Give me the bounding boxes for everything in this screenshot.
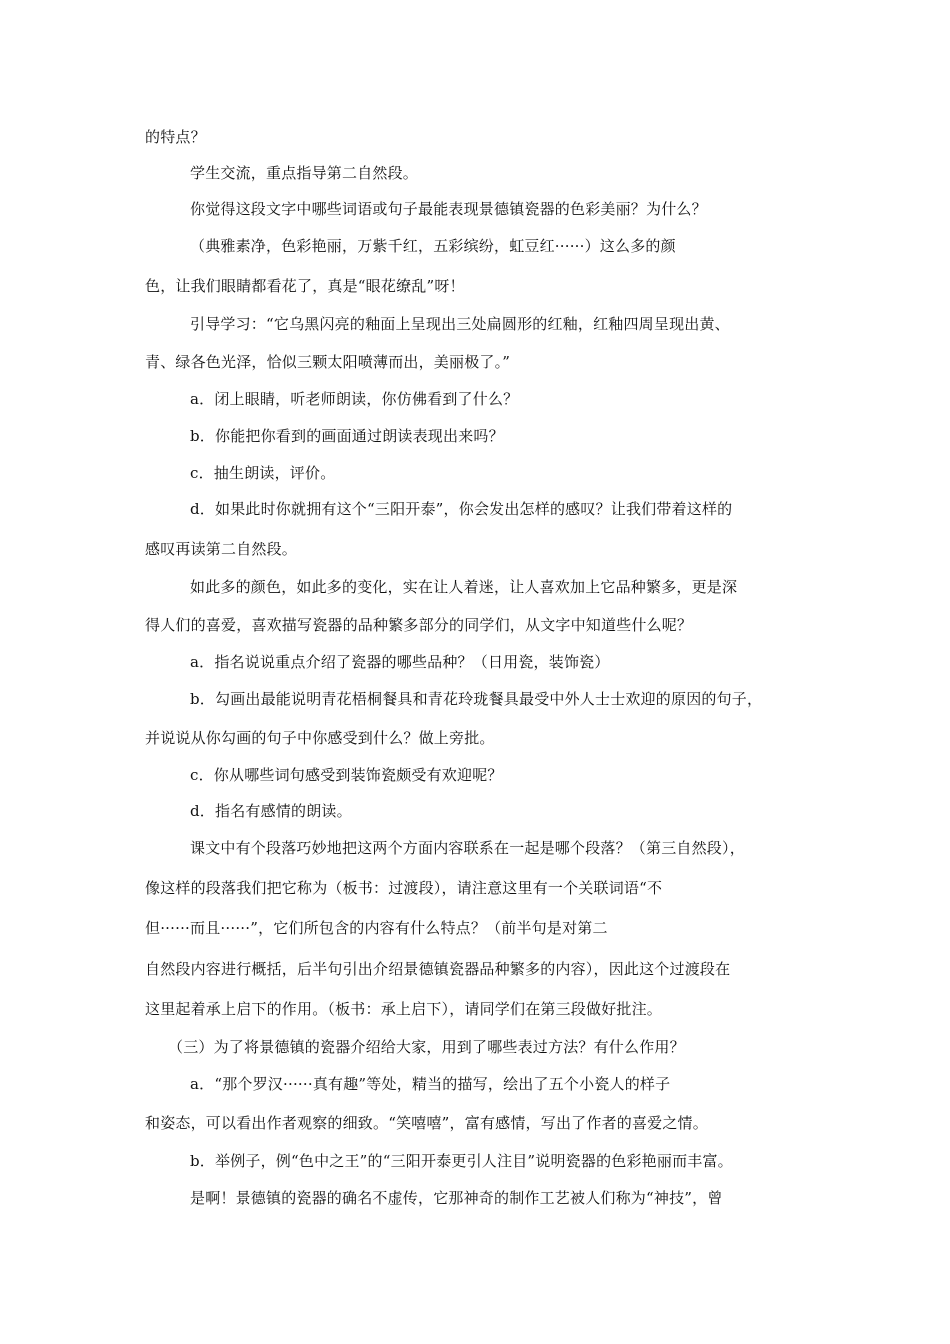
text-line: a．“那个罗汉······真有趣”等处，精当的描写，绘出了五个小瓷人的样子 [190,1075,671,1093]
text-line: 是啊！景德镇的瓷器的确名不虚传，它那神奇的制作工艺被人们称为“神技”，曾 [190,1189,723,1207]
text-line: 像这样的段落我们把它称为（板书：过渡段），请注意这里有一个关联词语“不 [145,879,663,897]
text-line: 自然段内容进行概括，后半句引出介绍景德镇瓷器品种繁多的内容），因此这个过渡段在 [145,960,731,978]
text-line: 青、绿各色光泽，恰似三颗太阳喷薄而出，美丽极了。” [145,353,511,371]
text-line: 并说说从你勾画的句子中你感受到什么？做上旁批。 [145,729,495,747]
text-line: b．举例子，例“色中之王”的“三阳开泰更引人注目”说明瓷器的色彩艳丽而丰富。 [190,1152,733,1170]
text-line: 这里起着承上启下的作用。（板书：承上启下），请同学们在第三段做好批注。 [145,1000,663,1018]
text-line: a．闭上眼睛，听老师朗读，你仿佛看到了什么？ [190,390,519,408]
text-line: c．抽生朗读，评价。 [190,464,336,482]
text-line: d．如果此时你就拥有这个“三阳开泰”，你会发出怎样的感叹？让我们带着这样的 [190,500,733,518]
text-line: b．勾画出最能说明青花梧桐餐具和青花玲珑餐具最受中外人士士欢迎的原因的句子， [190,690,763,708]
text-line: （典雅素净，色彩艳丽，万紫千红，五彩缤纷，虹豆红······）这么多的颜 [190,237,676,255]
text-line: 的特点？ [145,128,206,146]
text-line: 你觉得这段文字中哪些词语或句子最能表现景德镇瓷器的色彩美丽？为什么？ [190,200,707,218]
text-line: 感叹再读第二自然段。 [145,540,298,558]
text-line: 学生交流，重点指导第二自然段。 [190,164,419,182]
text-line: b．你能把你看到的画面通过朗读表现出来吗？ [190,427,504,445]
text-line: 得人们的喜爱，喜欢描写瓷器的品种繁多部分的同学们，从文字中知道些什么呢？ [145,616,693,634]
text-line: a．指名说说重点介绍了瓷器的哪些品种？（日用瓷，装饰瓷） [190,653,610,671]
text-line: 引导学习：“它乌黑闪亮的釉面上呈现出三处扁圆形的红釉，红釉四周呈现出黄、 [190,315,730,333]
text-line: d．指名有感情的朗读。 [190,802,352,820]
text-line: c．你从哪些词句感受到装饰瓷颇受有欢迎呢？ [190,766,503,784]
text-line: 和姿态，可以看出作者观察的细致。“笑嘻嘻”，富有感情，写出了作者的喜爱之情。 [145,1114,708,1132]
text-line: 但······而且······”，它们所包含的内容有什么特点？（前半句是对第二 [145,919,608,937]
text-line: 色，让我们眼睛都看花了，真是“眼花缭乱”呀！ [145,277,465,295]
text-line: 课文中有个段落巧妙地把这两个方面内容联系在一起是哪个段落？（第三自然段）， [190,839,745,857]
text-line: （三）为了将景德镇的瓷器介绍给大家，用到了哪些表过方法？有什么作用？ [168,1038,685,1056]
text-line: 如此多的颜色，如此多的变化，实在让人着迷，让人喜欢加上它品种繁多，更是深 [190,578,738,596]
